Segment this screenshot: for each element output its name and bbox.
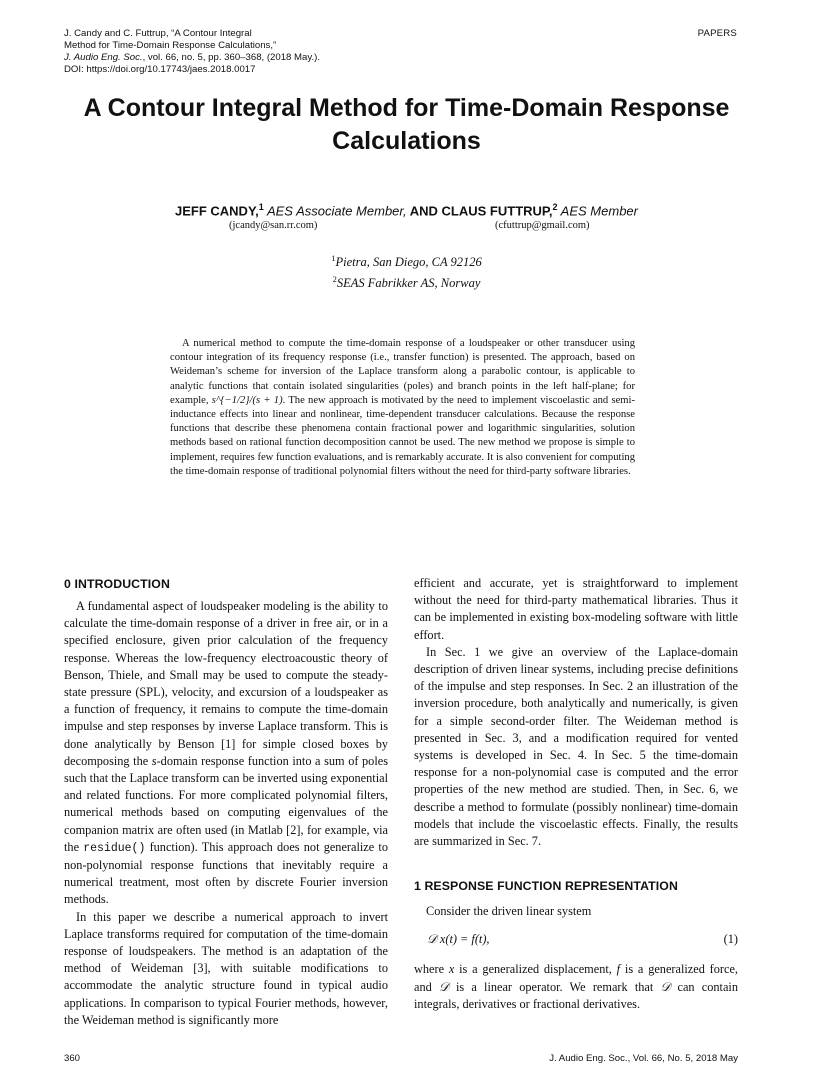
affiliation-marker: 1 (258, 202, 264, 212)
author-email[interactable]: (cfuttrup@gmail.com) (495, 220, 590, 231)
author-email[interactable]: (jcandy@san.rr.com) (229, 220, 318, 231)
paragraph: where x is a generalized displacement, f is a generalized force, and 𝒟 is a linear operator. We remark that 𝒟 can contain integrals, derivatives or fractional derivatives. (414, 962, 738, 1011)
page-number: 360 (64, 1053, 81, 1064)
abstract: A numerical method to compute the time-domain response of a loudspeaker or other transducer using contour integration of its frequency response (i.e., transfer function) is presented. The approach, based on Weideman’s scheme for inversion of the Laplace transform along a parabolic contour, is applicable to analytic functions that contain isolated singularities (poles) and branch points in the left half-plane; for example, s^{−1/2}/(s + 1). The new approach is motivated by the need to implement viscoelastic and semi-inductance effects into linear and nonlinear, time-dependent transducer calculations. Because the response functions that describe these phenomena contain fractional power and logarithmic singularities, solution methods based on rational function decomposition cannot be used. The new method we propose is simple to implement, requires few function evaluations, and is remarkably accurate. It is also convenient for computing the time-domain response of traditional polynomial filters without the need for third-party software libraries. (170, 338, 635, 477)
affiliation: $^1$Pietra, San Diego, CA 92126 (331, 253, 482, 270)
paragraph: In Sec. 1 we give an overview of the Laplace-domain description of driven linear systems, including precise definitions of the impulse and step responses. In Sec. 2 an illustration of the inversion procedure, both analytically and numerically, is given for a simple second-order filter. The Weideman method is presented in Sec. 3, and a modification required for vented systems is developed in Sec. 4. In Sec. 5 the time-domain response for a non-polynomial case is computed and the error properties of the new method are studied. Then, in Sec. 6, we describe a method to formulate (possibly nonlinear) time-domain models that include the viscoelastic effects. Finally, the results are summarized in Sec. 7. (414, 644, 738, 849)
column-right (414, 575, 738, 1013)
citation-journal: J. Audio Eng. Soc. (64, 52, 143, 63)
author-membership: AES Member (557, 203, 638, 219)
section-heading: 0 INTRODUCTION (64, 577, 170, 591)
paragraph: efficient and accurate, yet is straightforward to implement without the need for third-party mathematical libraries. Thus it can be implemented in existing box-modeling software with little effort. (414, 576, 738, 642)
paper-title: A Contour Integral Method for Time-Domain Response Calculations (83, 94, 730, 155)
affiliation-marker: 2 (552, 202, 558, 212)
paragraph: Consider the driven linear system (426, 904, 592, 919)
equation-number: (1) (723, 932, 738, 947)
equation (427, 932, 738, 947)
section-label: PAPERS (697, 28, 737, 39)
citation-line: J. Candy and C. Futtrup, “A Contour Integral (64, 28, 252, 39)
author-conjunction: AND (406, 203, 442, 219)
author-name: JEFF CANDY, (175, 203, 259, 219)
author-line (0, 202, 813, 218)
footer-journal: J. Audio Eng. Soc., Vol. 66, No. 5, 2018 May (549, 1053, 738, 1064)
equation-body: 𝒟 x(t) = f(t), (427, 932, 490, 947)
citation-line: Method for Time-Domain Response Calculations,” (64, 40, 277, 51)
code-snippet: residue() (83, 841, 146, 855)
citation-line (64, 52, 424, 64)
affiliation: $^2$SEAS Fabrikker AS, Norway (332, 274, 481, 291)
citation-volume: , vol. 66, no. 5, pp. 360–368, (2018 May.). (142, 52, 320, 63)
affiliations (0, 250, 813, 292)
citation-block (64, 28, 424, 76)
paragraph: In this paper we describe a numerical approach to invert Laplace transforms required for computation of the time-domain response of loudspeakers. The method is an adaptation of the method of Weideman [3], with suitable modifications to accommodate the analytic structure found in typical audio applications. In comparison to typical Fourier methods, however, the Weideman method is significantly more (64, 909, 388, 1027)
paragraph: A fundamental aspect of loudspeaker modeling is the ability to calculate the time-domain response of a driver in free air, or in a specified enclosure, given prior calculation of the frequency response. Whereas the low-frequency electroacoustic theory of Benson, Thiele, and Small may be used to compute the steady-state pressure (SPL), velocity, and excursion of a loudspeaker as a function of frequency, it remains to compute the time-domain impulse and step responses by inverse Laplace transform. This is done analytically by Benson [1] for simple closed boxes by decomposing the s-domain response function into a sum of poles such that the Laplace transform can be inverted using exponential and related functions. For more complicated polynomial filters, numerical methods based on computing eigenvalues of the companion matrix are often used (in Matlab [2], for example, via the residue() function). This approach does not generalize to non-polynomial response functions that inevitably require a numerical treatment, most often by discrete Fourier inversion methods. (64, 599, 388, 907)
column-left (64, 575, 388, 1029)
author-membership: AES Associate Member, (263, 203, 407, 219)
abstract-math: s^{−1/2}/(s + 1) (211, 394, 283, 406)
citation-doi[interactable]: DOI: https://doi.org/10.17743/jaes.2018.0017 (64, 64, 256, 75)
section-heading: 1 RESPONSE FUNCTION REPRESENTATION (414, 879, 678, 894)
author-name: CLAUS FUTTRUP, (441, 203, 553, 219)
